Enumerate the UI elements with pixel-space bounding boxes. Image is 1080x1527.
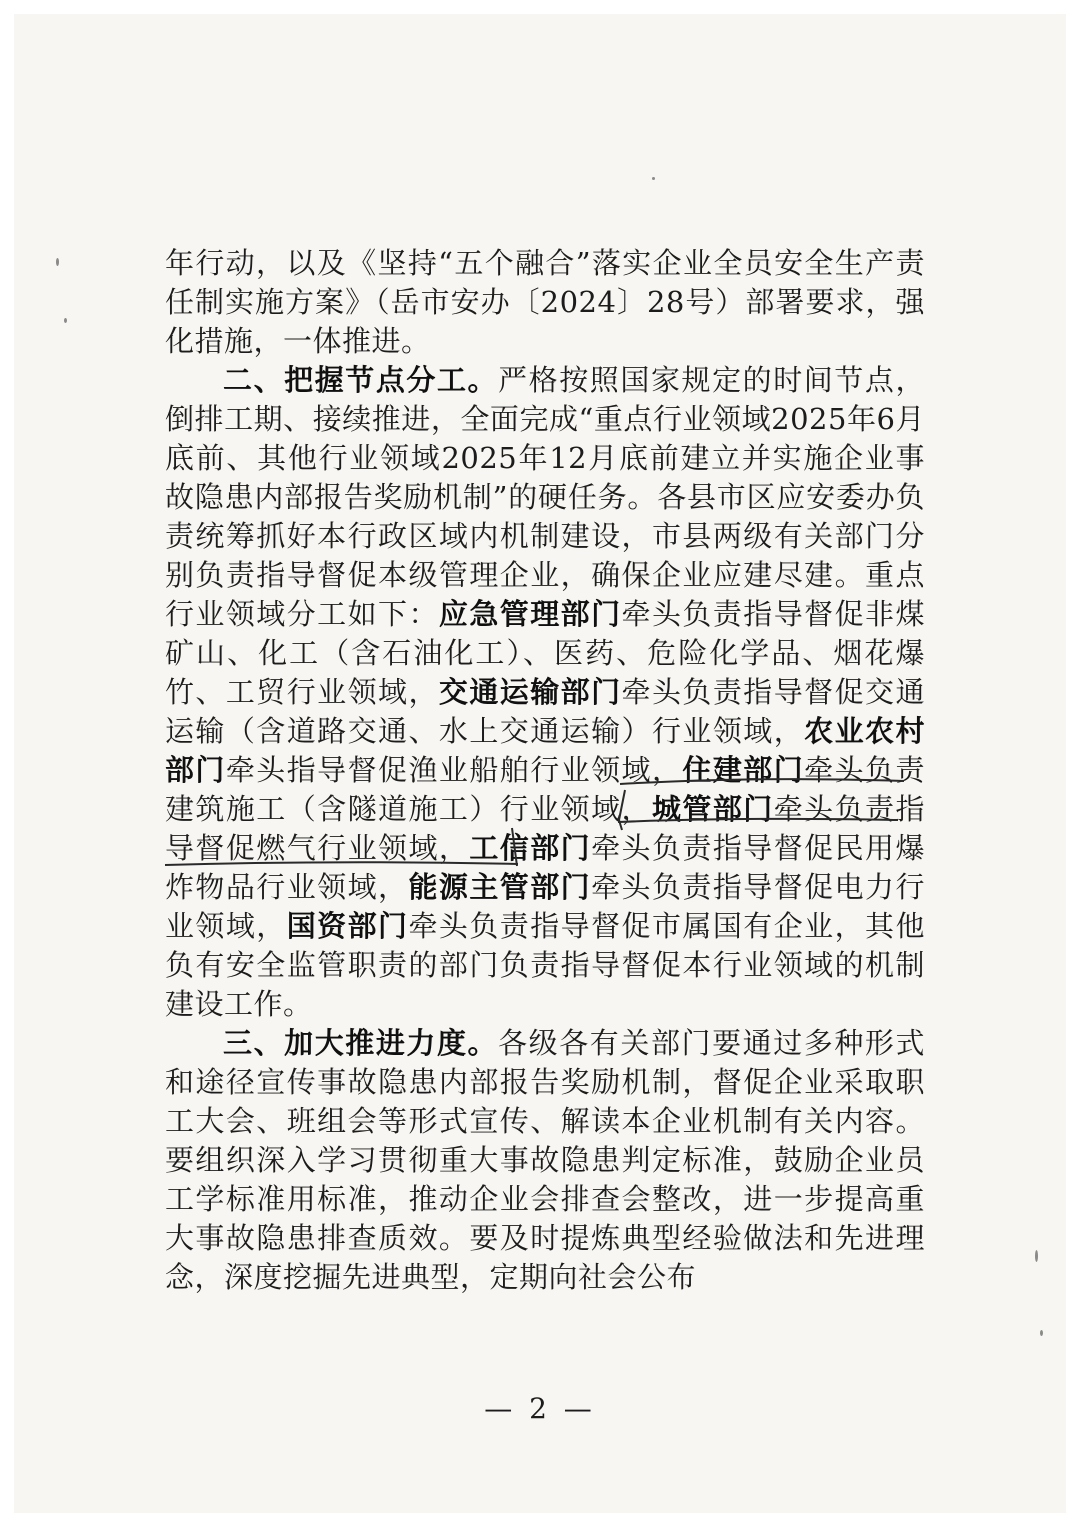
dept-agriculture-duty: 牵头指导督促渔业船舶行业领域， <box>225 753 683 787</box>
scan-speck <box>64 318 67 323</box>
dept-energy: 能源主管部门 <box>408 870 592 904</box>
dept-energy-duty: 牵头负责指导督促电力行业领域， <box>165 870 925 943</box>
dept-emergency-duty: 牵头负责指导督促非煤矿山、化工（含石油化工）、医药、危险化学品、烟花爆竹、工贸行业领域， <box>165 597 925 709</box>
dept-state-assets-duty: 牵头负责指导督促市属国有企业，其他负有安全监管职责的部门负责指导督促本行业领域的机制建设工作。 <box>165 909 925 1021</box>
dept-industry: 工信部门 <box>469 831 592 865</box>
paragraph-section-3 <box>165 1024 925 1297</box>
dept-housing-duty: 牵头负责建筑施工（含隧道施工）行业领域， <box>165 753 925 826</box>
dept-state-assets: 国资部门 <box>286 909 409 943</box>
scan-speck <box>1040 1330 1043 1336</box>
section-3-heading: 三、加大推进力度。 <box>223 1026 499 1060</box>
paragraph-continuation: 年行动，以及《坚持“五个融合”落实企业全员安全生产责任制实施方案》（岳市安办〔2024〕28号）部署要求，强化措施，一体推进。 <box>165 246 925 358</box>
dept-emergency: 应急管理部门 <box>438 597 622 631</box>
dept-housing: 住建部门 <box>682 753 805 787</box>
paragraph-section-2 <box>165 361 925 1024</box>
section-3-text: 各级各有关部门要通过多种形式和途径宣传事故隐患内部报告奖励机制，督促企业采取职工大会、班组会等形式宣传、解读本企业机制有关内容。要组织深入学习贯彻重大事故隐患判定标准，鼓励企业员工学标准用标准，推动企业会排查会整改，进一步提高重大事故隐患排查质效。要及时提炼典型经验做法和先进理念，深度挖掘先进典型，定期向社会公布 <box>165 1026 925 1294</box>
scan-speck <box>652 177 655 180</box>
dept-transport: 交通运输部门 <box>438 675 622 709</box>
section-2-heading: 二、把握节点分工。 <box>223 363 499 397</box>
page-number: — 2 — <box>484 1392 596 1425</box>
dept-urban-management-duty: 牵头负责指导督促燃气行业领域， <box>165 792 925 865</box>
scan-speck <box>56 258 59 266</box>
dept-agriculture: 农业农村部门 <box>165 714 925 787</box>
section-2-text: 严格按照国家规定的时间节点，倒排工期、接续推进，全面完成“重点行业领域2025年6月底前、其他行业领域2025年12月底前建立并实施企业事故隐患内部报告奖励机制”的硬任务。各县市区应安委办负责统筹抓好本行政区域内机制建设，市县两级有关部门分别负责指导督促本级管理企业，确保企业应建尽建。重点行业领域分工如下： <box>165 363 925 631</box>
dept-transport-duty: 牵头负责指导督促交通运输（含道路交通、水上交通运输）行业领域， <box>165 675 925 748</box>
dept-industry-duty: 牵头负责指导督促民用爆炸物品行业领域， <box>165 831 925 904</box>
dept-urban-management: 城管部门 <box>651 792 774 826</box>
document-body <box>165 244 925 1297</box>
scan-speck <box>1035 1250 1038 1262</box>
